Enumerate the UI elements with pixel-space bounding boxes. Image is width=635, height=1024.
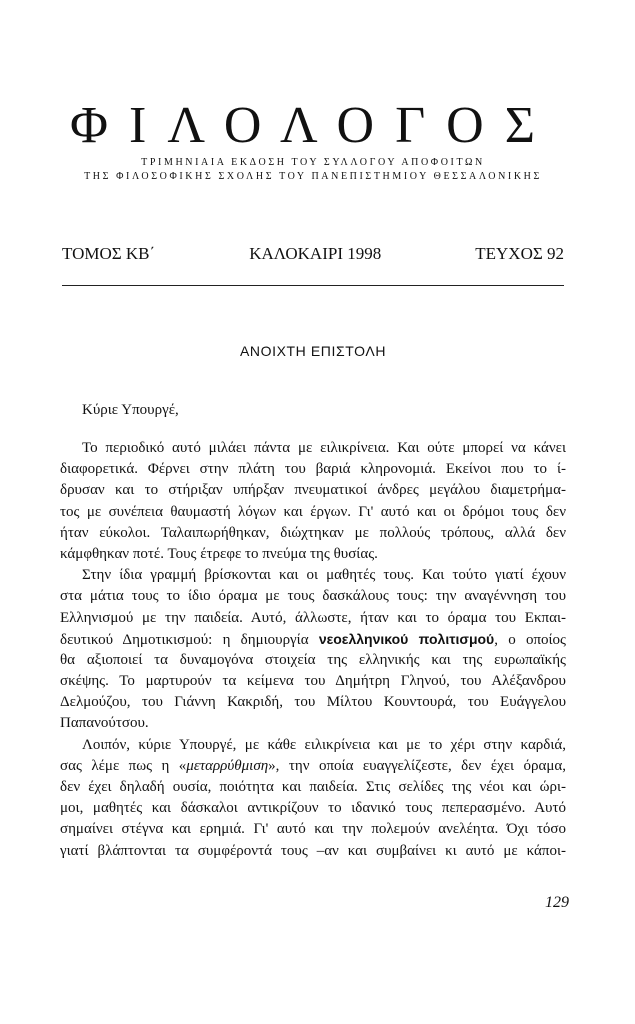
paragraph-line: σημαίνει στέγνα και ερημιά. Γι' αυτό και την πολεμούν ανελέητα. Όχι τόσο [60,821,566,838]
paragraph-line: δρυσαν και το στήριξαν υπήρξαν πνευματικοί άνδρες μεγάλου διαμετρήμα- [60,482,566,499]
journal-title: ΦΙΛΟΛΟΓΟΣ [70,97,556,154]
italic-phrase: μεταρρύθμιση [186,757,269,774]
line-text: δευτικού Δημοτικισμού: η δημιουργία [60,631,309,648]
line-text: », την οποία ευαγγελίζεστε, δεν έχει όραμα, [268,757,566,774]
journal-subtitle-line-2: ΤΗΣ ΦΙΛΟΣΟΦΙΚΗΣ ΣΧΟΛΗΣ ΤΟΥ ΠΑΝΕΠΙΣΤΗΜΙΟΥ ΘΕΣΣΑΛΟΝΙΚΗΣ [84,171,542,182]
paragraph-line: Δελμούζου, του Γιάννη Κακριδή, του Μίλτου Κουντουρά, του Ευάγγελου [60,694,566,711]
volume-label: ΤΟΜΟΣ ΚΒ΄ [62,244,156,263]
issue-number-label: ΤΕΥΧΟΣ 92 [475,244,564,263]
paragraph-line: τος με συνέπεια θαυμαστή λόγων και έργων. Γι' αυτό και οι δρόμοι τους δεν [60,503,566,520]
season-label: ΚΑΛΟΚΑΙΡΙ 1998 [249,244,382,263]
paragraph-line: Ελληνισμού με την παιδεία. Αυτό, άλλωστε, ήταν και το όραμα του Εκπαι- [60,609,566,626]
paragraph-line: διαφορετικά. Φέρνει στην πλάτη του βαριά κληρονομιά. Εκείνοι που το ί- [60,461,566,478]
salutation: Κύριε Υπουργέ, [82,402,179,418]
paragraph-line [60,629,566,650]
header-divider [62,285,564,286]
letter-title: ΑΝΟΙΧΤΗ ΕΠΙΣΤΟΛΗ [239,343,387,359]
paragraph-line: γιατί βλάπτονται τα συμφέροντά τους –αν και συμβαίνει κι αυτό με κάποι- [60,842,566,859]
line-text: , ο οποίος [494,631,566,648]
paragraph-line [60,756,566,777]
masthead [62,98,564,184]
paragraph-line: δεν έχει δηλαδή ουσία, ποιότητα και παιδεία. Στις σελίδες της νέοι και ώρι- [60,779,566,795]
bold-phrase: νεοελληνικού πολιτισμού [318,630,495,647]
paragraph-line: Παπανούτσου. [60,715,149,732]
paragraph-line: σκέψης. Το μαρτυρούν τα κείμενα του Δημήτρη Γληνού, του Αλέξανδρου [60,673,566,690]
paragraph-line: κάμφθηκαν ποτέ. Τους έτρεφε το πνεύμα της θυσίας. [60,545,378,562]
letter-body [60,438,566,862]
paragraph-line: ήταν εύκολοι. Ταλαιπωρήθηκαν, διώχτηκαν με πολλούς τρόπους, αλλά δεν [60,524,566,541]
paragraph-line: μοι, μαθητές και δάσκαλοι αντικρίζουν το ιδανικό τους πεπερασμένο. Αυτό [60,800,566,817]
page-number: 129 [545,894,569,911]
line-text: σας λέμε πως η « [60,757,187,774]
issue-info-row [62,244,564,264]
paragraph-line: Λοιπόν, κύριε Υπουργέ, με κάθε ειλικρίνεια και με το χέρι στην καρδιά, [82,736,566,753]
paragraph-line: θα αξιοποιεί τα δυναμογόνα στοιχεία της ελληνικής και της ευρωπαϊκής [60,651,566,668]
journal-subtitle-line-1: ΤΡΙΜΗΝΙΑΙΑ ΕΚΔΟΣΗ ΤΟΥ ΣΥΛΛΟΓΟΥ ΑΠΟΦΟΙΤΩΝ [141,157,485,168]
paragraph-line: Στην ίδια γραμμή βρίσκονται και οι μαθητές τους. Και τούτο γιατί έχουν [82,567,566,584]
paragraph-line: Το περιοδικό αυτό μιλάει πάντα με ειλικρίνεια. Και ούτε μπορεί να κάνει [82,440,566,456]
paragraph-line: στα μάτια τους το ίδιο όραμα με τους δασκάλους τους: την αναγέννηση του [60,588,566,605]
